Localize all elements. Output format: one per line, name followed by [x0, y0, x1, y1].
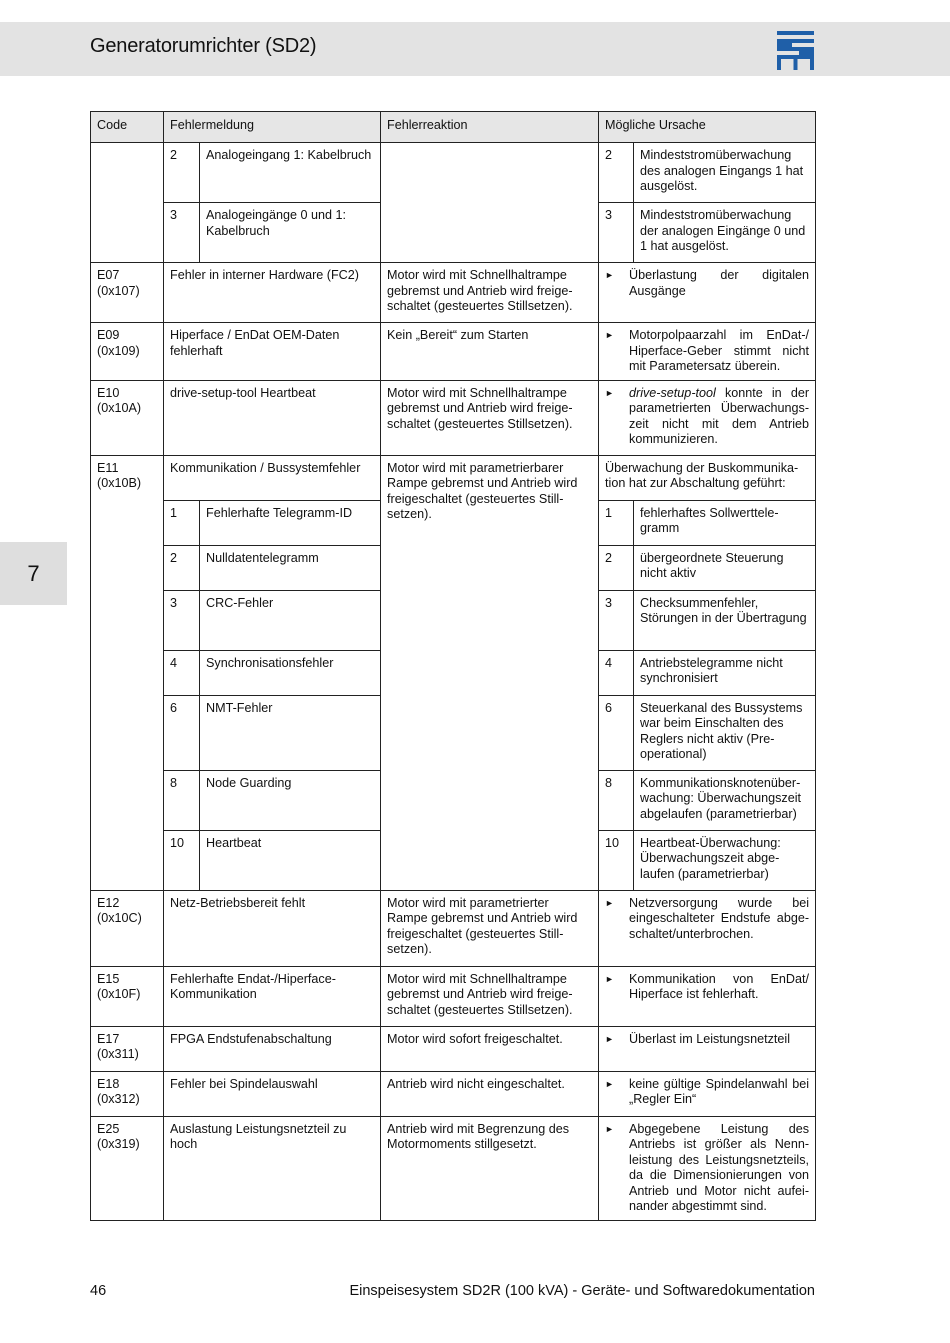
table-row [91, 143, 816, 203]
column-header-code: Code [91, 112, 164, 143]
cause-cell [599, 1026, 816, 1071]
message-cell: Auslastung Leistungsnetzteil zu hoch [164, 1116, 381, 1220]
sub-number: 2 [164, 545, 200, 590]
sub-number: 3 [164, 203, 200, 263]
message-cell: FPGA Endstufenabschaltung [164, 1026, 381, 1071]
sub-number: 3 [164, 590, 200, 650]
cause-cell [599, 966, 816, 1026]
cause-text: Mindeststromüberwachung des analogen Eingangs 1 hat ausgelöst. [634, 143, 816, 203]
cause-cell [599, 1071, 816, 1116]
sub-message: CRC-Fehler [200, 590, 381, 650]
error-hex: (0x107) [97, 283, 140, 298]
column-header-cause: Mögliche Ursache [599, 112, 816, 143]
cause-cell [599, 1116, 816, 1220]
table-row [91, 1071, 816, 1116]
table-row [91, 966, 816, 1026]
sub-message: Node Guarding [200, 770, 381, 830]
code-cell [91, 1026, 164, 1071]
sub-message: Synchronisationsfehler [200, 650, 381, 695]
triangle-bullet-icon: ► [605, 1123, 614, 1134]
message-cell: Fehler bei Spindelauswahl [164, 1071, 381, 1116]
message-cell: Kommunikation / Bussystemfehler [164, 455, 381, 500]
code-cell [91, 1116, 164, 1220]
cause-text: Kommunikation von EnDat/ Hiperface ist fehlerhaft. [629, 971, 810, 1001]
cause-text: keine gültige Spindelanwahl bei „Regler Ein“ [629, 1076, 810, 1106]
code-cell [91, 323, 164, 381]
cause-text: konnte in der parametrierten Überwachungszeit nicht mit dem Antrieb kommunizieren. [629, 385, 810, 446]
cause-text: Heartbeat-Überwachung: Überwachungszeit abgelaufen (parametrierbar) [634, 830, 816, 890]
sub-message: Heartbeat [200, 830, 381, 890]
code-cell [91, 890, 164, 966]
reaction-cell: Motor wird mit parametrierter Rampe gebremst und Antrieb wird freigeschaltet (gesteuertes Stillsetzen). [381, 890, 599, 966]
cause-text: Mindeststromüberwachung der analogen Eingänge 0 und 1 hat ausgelöst. [634, 203, 816, 263]
chapter-tab: 7 [0, 542, 67, 605]
triangle-bullet-icon: ► [605, 897, 614, 908]
cause-text: Netzversorgung wurde bei eingeschalteter Endstufe abgeschaltet/unterbrochen. [629, 895, 810, 941]
code-cell [91, 455, 164, 890]
error-code: E09 [97, 328, 120, 342]
cause-text: Kommunikationsknotenüberwachung: Überwachungszeit abgelaufen (parametrierbar) [634, 770, 816, 830]
cause-number: 4 [599, 650, 634, 695]
error-code: E25 [97, 1121, 120, 1136]
cause-number: 10 [599, 830, 634, 890]
cause-number: 8 [599, 770, 634, 830]
error-code: E15 [97, 971, 120, 986]
page-title: Generatorumrichter (SD2) [90, 35, 317, 57]
table-row [91, 380, 816, 455]
cause-text: übergeordnete Steuerung nicht aktiv [634, 545, 816, 590]
sub-number: 4 [164, 650, 200, 695]
sub-number: 10 [164, 830, 200, 890]
cause-cell: Überwachung der Buskommunikation hat zur Abschaltung geführt: [599, 455, 816, 500]
message-cell: Netz-Betriebsbereit fehlt [164, 890, 381, 966]
sub-message: NMT-Fehler [200, 695, 381, 770]
table-row [91, 1026, 816, 1071]
reaction-cell: Motor wird mit Schnellhaltrampe gebremst und Antrieb wird freigeschaltet (gesteuertes Stillsetzen). [381, 380, 599, 455]
sub-number: 8 [164, 770, 200, 830]
cause-number: 1 [599, 500, 634, 545]
cause-text: Überlast im Leistungsnetzteil [629, 1031, 791, 1046]
code-cell [91, 263, 164, 323]
cause-number: 3 [599, 203, 634, 263]
triangle-bullet-icon: ► [605, 1078, 614, 1089]
sub-message: Nulldatentelegramm [200, 545, 381, 590]
table-row [91, 1116, 816, 1220]
code-cell [91, 143, 164, 263]
cause-cell [599, 890, 816, 966]
column-header-message: Fehlermeldung [164, 112, 381, 143]
cause-number: 2 [599, 143, 634, 203]
table-row [91, 455, 816, 500]
error-hex: (0x312) [97, 1092, 140, 1106]
reaction-cell: Motor wird sofort freigeschaltet. [381, 1026, 599, 1071]
table-row [91, 263, 816, 323]
sub-number: 6 [164, 695, 200, 770]
cause-text: Überlastung der digitalen Ausgänge [629, 268, 810, 298]
table-header-row [91, 112, 816, 143]
sub-message: Analogeingang 1: Kabelbruch [200, 143, 381, 203]
error-hex: (0x319) [97, 1137, 140, 1151]
error-hex: (0x10A) [97, 401, 142, 415]
cause-cell [599, 323, 816, 381]
error-hex: (0x10C) [97, 911, 142, 925]
error-hex: (0x109) [97, 343, 140, 358]
cause-number: 6 [599, 695, 634, 770]
column-header-reaction: Fehlerreaktion [381, 112, 599, 143]
table-row [91, 890, 816, 966]
page-number: 46 [90, 1283, 107, 1299]
message-cell: Fehler in interner Hardware (FC2) [164, 263, 381, 323]
reaction-cell: Motor wird mit Schnellhaltrampe gebremst und Antrieb wird freigeschaltet (gesteuertes Stillsetzen). [381, 966, 599, 1026]
cause-cell [599, 263, 816, 323]
error-code: E12 [97, 895, 120, 910]
cause-text: Checksummenfehler, Störungen in der Übertragung [634, 590, 816, 650]
company-logo-icon [777, 31, 814, 70]
error-hex: (0x10F) [97, 987, 141, 1001]
table-row [91, 323, 816, 381]
triangle-bullet-icon: ► [605, 1033, 614, 1044]
triangle-bullet-icon: ► [605, 973, 614, 984]
error-code: E18 [97, 1076, 120, 1091]
fault-table [90, 111, 816, 1221]
cause-text: Steuerkanal des Bussystems war beim Einschalten des Reglers nicht aktiv (Pre-operational) [634, 695, 816, 770]
cause-number: 3 [599, 590, 634, 650]
cause-number: 2 [599, 545, 634, 590]
cause-text: Motorpolpaarzahl im EnDat-/ Hiperface-Geber stimmt nicht mit Parametersatz überein. [629, 328, 810, 373]
error-code: E17 [97, 1031, 120, 1046]
cause-text: Antriebstelegramme nicht synchronisiert [634, 650, 816, 695]
error-hex: (0x10B) [97, 476, 142, 490]
reaction-cell: Antrieb wird mit Begrenzung des Motormoments stillgesetzt. [381, 1116, 599, 1220]
reaction-cell: Motor wird mit Schnellhaltrampe gebremst und Antrieb wird freigeschaltet (gesteuertes Stillsetzen). [381, 263, 599, 323]
reaction-cell: Antrieb wird nicht eingeschaltet. [381, 1071, 599, 1116]
triangle-bullet-icon: ► [605, 387, 614, 398]
code-cell [91, 966, 164, 1026]
reaction-cell: Kein „Bereit“ zum Starten [381, 323, 599, 381]
error-code: E07 [97, 268, 120, 282]
error-code: E10 [97, 385, 120, 400]
sub-message: Fehlerhafte Telegramm-ID [200, 500, 381, 545]
message-cell: Fehlerhafte Endat-/Hiperface-Kommunikation [164, 966, 381, 1026]
reaction-cell: Motor wird mit parametrierbarer Rampe gebremst und Antrieb wird freigeschaltet (gesteuertes Stillsetzen). [381, 455, 599, 890]
sub-number: 2 [164, 143, 200, 203]
message-cell: Hiperface / EnDat OEM-Daten fehlerhaft [164, 323, 381, 381]
sub-number: 1 [164, 500, 200, 545]
message-cell: drive-setup-tool Heartbeat [164, 380, 381, 455]
error-code: E11 [97, 460, 119, 475]
triangle-bullet-icon: ► [605, 270, 614, 280]
code-cell [91, 380, 164, 455]
cause-text: fehlerhaftes Sollwerttelegramm [634, 500, 816, 545]
code-cell [91, 1071, 164, 1116]
cause-text: Abgegebene Leistung des Antriebs ist größer als Nennleistung des Leistungsnetzteils, da die Dimensionierungen von Antrieb und Motor nicht aufeinander abgestimmt sind. [629, 1121, 810, 1213]
error-hex: (0x311) [97, 1047, 139, 1061]
tool-name: drive-setup-tool [629, 385, 716, 400]
reaction-cell [381, 143, 599, 263]
document-title: Einspeisesystem SD2R (100 kVA) - Geräte- und Softwaredokumentation [349, 1283, 815, 1299]
cause-cell [599, 380, 816, 455]
triangle-bullet-icon: ► [605, 330, 614, 340]
sub-message: Analogeingänge 0 und 1: Kabelbruch [200, 203, 381, 263]
